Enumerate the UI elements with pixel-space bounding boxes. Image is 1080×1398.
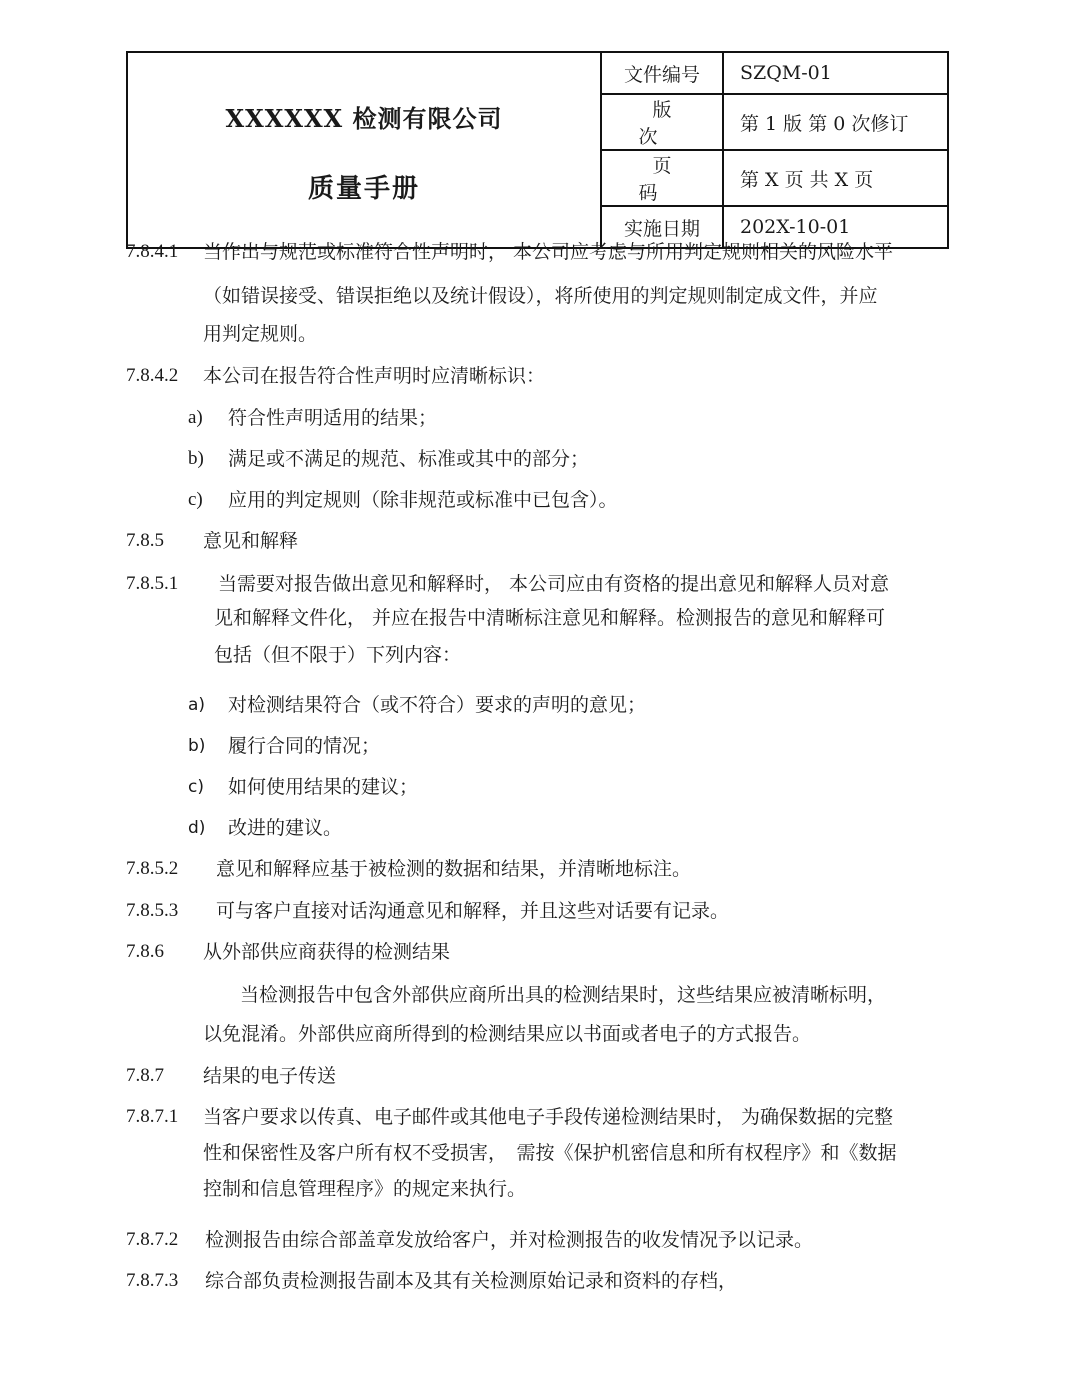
section-number: 7.8.7 [126, 1065, 164, 1086]
list-item: 对检测结果符合（或不符合）要求的声明的意见； [228, 694, 647, 716]
section-heading: 意见和解释 [203, 530, 299, 552]
list-item: 符合性声明适用的结果； [228, 407, 438, 429]
clause-text: 性和保密性及客户所有权不受损害， 需按《保护机密信息和所有权程序》和《数据 [203, 1142, 897, 1164]
clause-text: 综合部负责检测报告副本及其有关检测原始记录和资料的存档， [205, 1270, 738, 1292]
edition-label-text: 版次 [638, 99, 700, 148]
edition-label [601, 94, 723, 150]
company-name: XXXXXX 检测有限公司 [225, 104, 503, 133]
clause-number: 7.8.5.1 [126, 573, 179, 594]
clause-text: 当作出与规范或标准符合性声明时， 本公司应考虑与所用判定规则相关的风险水平 [203, 241, 894, 263]
list-item: 应用的判定规则（除非规范或标准中已包含）。 [228, 489, 618, 511]
effective-date-value: 202X-10-01 [723, 206, 948, 248]
clause-number: 7.8.4.2 [126, 365, 179, 386]
clause-text: 本公司在报告符合性声明时应清晰标识： [203, 365, 546, 387]
doc-number-label: 文件编号 [601, 52, 723, 94]
section-number: 7.8.6 [126, 941, 164, 962]
clause-number: 7.8.7.3 [126, 1270, 179, 1291]
section-heading: 从外部供应商获得的检测结果 [203, 941, 451, 963]
page-value: 第 X 页 共 X 页 [723, 150, 948, 206]
list-item: 如何使用结果的建议； [228, 776, 419, 798]
page-label [601, 150, 723, 206]
list-item: 履行合同的情况； [228, 735, 381, 757]
list-marker: b) [188, 736, 206, 756]
document-header-table [126, 51, 949, 249]
list-marker: c) [188, 489, 203, 510]
manual-title: 质量手册 [307, 174, 420, 204]
section-number: 7.8.5 [126, 530, 164, 551]
list-marker: c) [188, 777, 204, 797]
clause-number: 7.8.5.2 [126, 858, 179, 879]
effective-date-label: 实施日期 [601, 206, 723, 248]
list-marker: d) [188, 818, 206, 838]
clause-text: 见和解释文件化， 并应在报告中清晰标注意见和解释。检测报告的意见和解释可 [214, 607, 886, 629]
page-label-text: 页码 [638, 155, 700, 204]
clause-number: 7.8.5.3 [126, 900, 179, 921]
list-item: 满足或不满足的规范、标准或其中的部分； [228, 448, 590, 470]
clause-text: 控制和信息管理程序》的规定来执行。 [203, 1178, 527, 1200]
clause-text: 意见和解释应基于被检测的数据和结果，并清晰地标注。 [216, 858, 692, 880]
edition-value: 第 1 版 第 0 次修订 [723, 94, 948, 150]
clause-text: 检测报告由综合部盖章发放给客户，并对检测报告的收发情况予以记录。 [205, 1229, 814, 1251]
paragraph-text: 当检测报告中包含外部供应商所出具的检测结果时，这些结果应被清晰标明， [240, 984, 887, 1006]
clause-text: （如错误接受、错误拒绝以及统计假设），将所使用的判定规则制定成文件，并应 [203, 285, 878, 307]
list-marker: b) [188, 448, 204, 469]
list-marker: a) [188, 407, 203, 428]
clause-text: 包括（但不限于）下列内容： [214, 644, 462, 666]
clause-number: 7.8.7.2 [126, 1229, 179, 1250]
header-title-cell [127, 52, 601, 248]
list-item: 改进的建议。 [228, 817, 343, 839]
paragraph-text: 以免混淆。外部供应商所得到的检测结果应以书面或者电子的方式报告。 [203, 1023, 812, 1045]
clause-text: 当需要对报告做出意见和解释时， 本公司应由有资格的提出意见和解释人员对意 [218, 573, 890, 595]
clause-text: 当客户要求以传真、电子邮件或其他电子手段传递检测结果时， 为确保数据的完整 [203, 1106, 894, 1128]
section-heading: 结果的电子传送 [203, 1065, 337, 1087]
list-marker: a) [188, 695, 206, 715]
clause-number: 7.8.7.1 [126, 1106, 179, 1127]
doc-number-value: SZQM-01 [723, 52, 948, 94]
clause-number: 7.8.4.1 [126, 241, 179, 262]
clause-text: 用判定规则。 [203, 323, 318, 345]
clause-text: 可与客户直接对话沟通意见和解释，并且这些对话要有记录。 [216, 900, 730, 922]
